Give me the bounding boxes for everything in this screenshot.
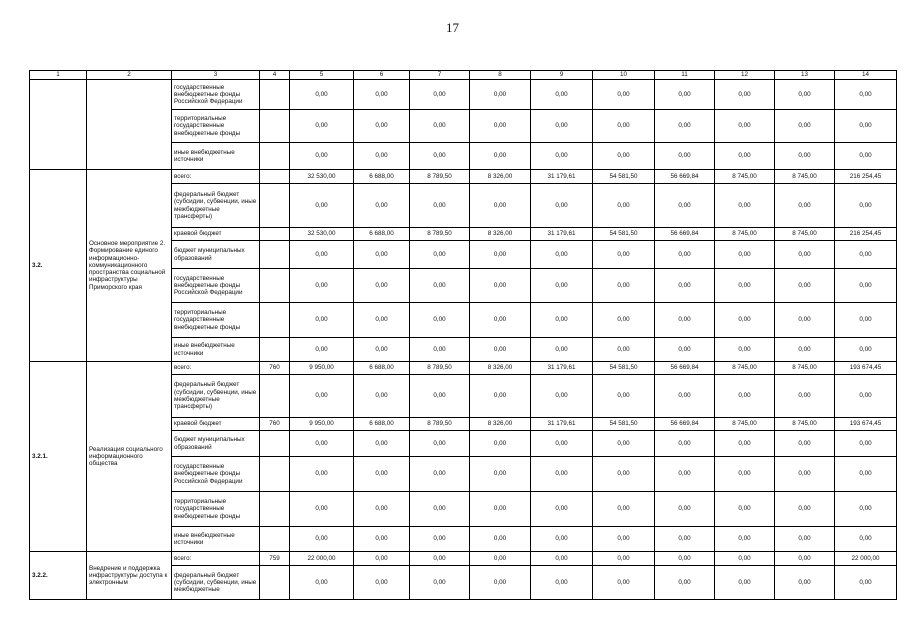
funding-source: всего: bbox=[172, 552, 260, 566]
amount-cell: 8 745,00 bbox=[775, 362, 835, 375]
amount-cell: 216 254,45 bbox=[835, 228, 897, 241]
column-4-cell bbox=[260, 184, 290, 228]
amount-cell: 0,00 bbox=[655, 338, 715, 362]
amount-cell: 6 688,00 bbox=[354, 418, 410, 431]
amount-cell: 9 950,00 bbox=[290, 362, 354, 375]
item-name: Реализация социального информационного общества bbox=[87, 362, 172, 552]
column-header-14: 14 bbox=[835, 71, 897, 80]
amount-cell: 0,00 bbox=[835, 269, 897, 303]
funding-source: федеральный бюджет (субсидии, субвенции, иные межбюджетные трансферты) bbox=[172, 184, 260, 228]
amount-cell: 0,00 bbox=[593, 552, 655, 566]
amount-cell: 0,00 bbox=[354, 338, 410, 362]
amount-cell: 0,00 bbox=[593, 241, 655, 269]
amount-cell: 0,00 bbox=[531, 457, 593, 492]
column-4-cell bbox=[260, 457, 290, 492]
amount-cell: 0,00 bbox=[354, 527, 410, 552]
column-4-cell bbox=[260, 269, 290, 303]
amount-cell: 0,00 bbox=[531, 566, 593, 600]
amount-cell: 0,00 bbox=[531, 492, 593, 527]
amount-cell: 0,00 bbox=[410, 338, 470, 362]
table-row bbox=[30, 80, 897, 110]
amount-cell: 0,00 bbox=[715, 338, 775, 362]
amount-cell: 0,00 bbox=[531, 269, 593, 303]
amount-cell: 0,00 bbox=[593, 338, 655, 362]
amount-cell: 0,00 bbox=[593, 303, 655, 338]
amount-cell: 0,00 bbox=[835, 80, 897, 110]
amount-cell: 54 581,50 bbox=[593, 362, 655, 375]
amount-cell: 0,00 bbox=[593, 431, 655, 457]
amount-cell: 0,00 bbox=[715, 375, 775, 418]
amount-cell: 0,00 bbox=[775, 241, 835, 269]
amount-cell: 0,00 bbox=[354, 431, 410, 457]
amount-cell: 0,00 bbox=[470, 527, 531, 552]
amount-cell: 0,00 bbox=[655, 184, 715, 228]
column-4-cell bbox=[260, 241, 290, 269]
amount-cell: 0,00 bbox=[655, 552, 715, 566]
amount-cell: 0,00 bbox=[715, 457, 775, 492]
amount-cell: 0,00 bbox=[531, 303, 593, 338]
amount-cell: 0,00 bbox=[290, 269, 354, 303]
amount-cell: 193 674,45 bbox=[835, 362, 897, 375]
amount-cell: 0,00 bbox=[835, 143, 897, 170]
column-4-cell: 760 bbox=[260, 418, 290, 431]
amount-cell: 0,00 bbox=[835, 184, 897, 228]
item-code bbox=[30, 80, 87, 170]
column-4-cell bbox=[260, 110, 290, 143]
column-header-4: 4 bbox=[260, 71, 290, 80]
amount-cell: 8 789,50 bbox=[410, 418, 470, 431]
amount-cell: 0,00 bbox=[655, 110, 715, 143]
amount-cell: 0,00 bbox=[835, 110, 897, 143]
column-header-12: 12 bbox=[715, 71, 775, 80]
amount-cell: 0,00 bbox=[290, 110, 354, 143]
amount-cell: 8 745,00 bbox=[775, 228, 835, 241]
amount-cell: 0,00 bbox=[531, 241, 593, 269]
amount-cell: 0,00 bbox=[835, 431, 897, 457]
column-header-13: 13 bbox=[775, 71, 835, 80]
amount-cell: 8 326,00 bbox=[470, 418, 531, 431]
amount-cell: 0,00 bbox=[470, 552, 531, 566]
column-header-6: 6 bbox=[354, 71, 410, 80]
amount-cell: 8 326,00 bbox=[470, 228, 531, 241]
column-header-7: 7 bbox=[410, 71, 470, 80]
funding-source: иные внебюджетные источники bbox=[172, 143, 260, 170]
amount-cell: 0,00 bbox=[470, 375, 531, 418]
amount-cell: 0,00 bbox=[775, 303, 835, 338]
amount-cell: 0,00 bbox=[835, 527, 897, 552]
amount-cell: 0,00 bbox=[775, 143, 835, 170]
amount-cell: 0,00 bbox=[655, 457, 715, 492]
amount-cell: 0,00 bbox=[354, 110, 410, 143]
amount-cell: 0,00 bbox=[715, 241, 775, 269]
amount-cell: 0,00 bbox=[531, 375, 593, 418]
amount-cell: 0,00 bbox=[470, 269, 531, 303]
column-4-cell bbox=[260, 303, 290, 338]
amount-cell: 0,00 bbox=[354, 566, 410, 600]
column-4-cell bbox=[260, 492, 290, 527]
amount-cell: 0,00 bbox=[410, 552, 470, 566]
amount-cell: 32 530,00 bbox=[290, 170, 354, 184]
amount-cell: 0,00 bbox=[835, 457, 897, 492]
amount-cell: 0,00 bbox=[410, 457, 470, 492]
funding-source: краевой бюджет bbox=[172, 228, 260, 241]
funding-source: всего: bbox=[172, 170, 260, 184]
amount-cell: 31 179,61 bbox=[531, 228, 593, 241]
budget-table bbox=[29, 70, 897, 600]
page-number: 17 bbox=[446, 20, 459, 35]
amount-cell: 0,00 bbox=[715, 269, 775, 303]
amount-cell: 32 530,00 bbox=[290, 228, 354, 241]
amount-cell: 0,00 bbox=[775, 269, 835, 303]
amount-cell: 0,00 bbox=[354, 269, 410, 303]
amount-cell: 0,00 bbox=[290, 527, 354, 552]
column-header-9: 9 bbox=[531, 71, 593, 80]
amount-cell: 0,00 bbox=[354, 184, 410, 228]
amount-cell: 0,00 bbox=[593, 269, 655, 303]
amount-cell: 56 669,84 bbox=[655, 170, 715, 184]
column-4-cell bbox=[260, 566, 290, 600]
amount-cell: 56 669,84 bbox=[655, 418, 715, 431]
amount-cell: 0,00 bbox=[470, 457, 531, 492]
amount-cell: 0,00 bbox=[593, 457, 655, 492]
column-header-3: 3 bbox=[172, 71, 260, 80]
column-header-2: 2 bbox=[87, 71, 172, 80]
amount-cell: 56 669,84 bbox=[655, 362, 715, 375]
amount-cell: 0,00 bbox=[775, 110, 835, 143]
amount-cell: 0,00 bbox=[715, 527, 775, 552]
amount-cell: 0,00 bbox=[835, 566, 897, 600]
amount-cell: 31 179,61 bbox=[531, 362, 593, 375]
amount-cell: 0,00 bbox=[410, 110, 470, 143]
item-code: 3.2. bbox=[30, 170, 87, 362]
amount-cell: 216 254,45 bbox=[835, 170, 897, 184]
amount-cell: 0,00 bbox=[290, 457, 354, 492]
amount-cell: 0,00 bbox=[715, 431, 775, 457]
funding-source: государственные внебюджетные фонды Российской Федерации bbox=[172, 457, 260, 492]
amount-cell: 8 745,00 bbox=[775, 170, 835, 184]
amount-cell: 0,00 bbox=[775, 552, 835, 566]
amount-cell: 0,00 bbox=[835, 338, 897, 362]
amount-cell: 0,00 bbox=[593, 375, 655, 418]
amount-cell: 0,00 bbox=[410, 303, 470, 338]
amount-cell: 0,00 bbox=[410, 527, 470, 552]
amount-cell: 0,00 bbox=[715, 110, 775, 143]
amount-cell: 0,00 bbox=[470, 566, 531, 600]
amount-cell: 0,00 bbox=[531, 527, 593, 552]
amount-cell: 0,00 bbox=[715, 80, 775, 110]
amount-cell: 0,00 bbox=[290, 303, 354, 338]
amount-cell: 0,00 bbox=[410, 492, 470, 527]
amount-cell: 0,00 bbox=[775, 527, 835, 552]
amount-cell: 193 674,45 bbox=[835, 418, 897, 431]
amount-cell: 8 745,00 bbox=[715, 228, 775, 241]
amount-cell: 0,00 bbox=[290, 80, 354, 110]
amount-cell: 0,00 bbox=[290, 375, 354, 418]
amount-cell: 8 745,00 bbox=[775, 418, 835, 431]
amount-cell: 0,00 bbox=[354, 492, 410, 527]
amount-cell: 0,00 bbox=[470, 303, 531, 338]
funding-source: иные внебюджетные источники bbox=[172, 527, 260, 552]
amount-cell: 0,00 bbox=[655, 269, 715, 303]
funding-source: бюджет муниципальных образований bbox=[172, 431, 260, 457]
column-4-cell bbox=[260, 170, 290, 184]
column-number-row bbox=[30, 71, 897, 80]
amount-cell: 0,00 bbox=[593, 80, 655, 110]
amount-cell: 0,00 bbox=[655, 431, 715, 457]
amount-cell: 6 688,00 bbox=[354, 228, 410, 241]
amount-cell: 0,00 bbox=[531, 338, 593, 362]
column-4-cell bbox=[260, 527, 290, 552]
amount-cell: 8 789,50 bbox=[410, 362, 470, 375]
amount-cell: 8 326,00 bbox=[470, 170, 531, 184]
amount-cell: 0,00 bbox=[531, 431, 593, 457]
amount-cell: 0,00 bbox=[655, 241, 715, 269]
amount-cell: 31 179,61 bbox=[531, 418, 593, 431]
amount-cell: 0,00 bbox=[290, 143, 354, 170]
amount-cell: 0,00 bbox=[655, 375, 715, 418]
column-header-10: 10 bbox=[593, 71, 655, 80]
amount-cell: 0,00 bbox=[354, 375, 410, 418]
amount-cell: 0,00 bbox=[410, 184, 470, 228]
amount-cell: 22 000,00 bbox=[290, 552, 354, 566]
amount-cell: 0,00 bbox=[835, 375, 897, 418]
column-4-cell bbox=[260, 431, 290, 457]
amount-cell: 0,00 bbox=[290, 431, 354, 457]
amount-cell: 0,00 bbox=[775, 566, 835, 600]
amount-cell: 0,00 bbox=[470, 338, 531, 362]
amount-cell: 0,00 bbox=[593, 492, 655, 527]
amount-cell: 0,00 bbox=[470, 431, 531, 457]
funding-source: всего: bbox=[172, 362, 260, 375]
table-row bbox=[30, 170, 897, 184]
amount-cell: 54 581,50 bbox=[593, 228, 655, 241]
table-row bbox=[30, 552, 897, 566]
column-header-11: 11 bbox=[655, 71, 715, 80]
amount-cell: 8 745,00 bbox=[715, 362, 775, 375]
amount-cell: 0,00 bbox=[715, 492, 775, 527]
funding-source: государственные внебюджетные фонды Российской Федерации bbox=[172, 269, 260, 303]
amount-cell: 0,00 bbox=[410, 566, 470, 600]
table-row bbox=[30, 362, 897, 375]
amount-cell: 0,00 bbox=[655, 303, 715, 338]
amount-cell: 0,00 bbox=[410, 269, 470, 303]
amount-cell: 8 745,00 bbox=[715, 170, 775, 184]
table-body bbox=[30, 80, 897, 600]
item-code: 3.2.2. bbox=[30, 552, 87, 600]
amount-cell: 0,00 bbox=[290, 241, 354, 269]
column-4-cell bbox=[260, 338, 290, 362]
column-4-cell: 760 bbox=[260, 362, 290, 375]
amount-cell: 0,00 bbox=[410, 80, 470, 110]
column-4-cell bbox=[260, 80, 290, 110]
amount-cell: 8 745,00 bbox=[715, 418, 775, 431]
funding-source: бюджет муниципальных образований bbox=[172, 241, 260, 269]
amount-cell: 0,00 bbox=[715, 184, 775, 228]
amount-cell: 0,00 bbox=[655, 492, 715, 527]
amount-cell: 0,00 bbox=[655, 143, 715, 170]
amount-cell: 0,00 bbox=[593, 143, 655, 170]
amount-cell: 0,00 bbox=[354, 552, 410, 566]
amount-cell: 0,00 bbox=[354, 143, 410, 170]
amount-cell: 0,00 bbox=[775, 375, 835, 418]
column-4-cell: 759 bbox=[260, 552, 290, 566]
amount-cell: 0,00 bbox=[775, 184, 835, 228]
amount-cell: 0,00 bbox=[835, 303, 897, 338]
funding-source: территориальные государственные внебюджетные фонды bbox=[172, 492, 260, 527]
column-4-cell bbox=[260, 228, 290, 241]
funding-source: территориальные государственные внебюджетные фонды bbox=[172, 110, 260, 143]
amount-cell: 0,00 bbox=[531, 184, 593, 228]
amount-cell: 0,00 bbox=[835, 492, 897, 527]
amount-cell: 0,00 bbox=[354, 303, 410, 338]
amount-cell: 0,00 bbox=[290, 184, 354, 228]
funding-source: государственные внебюджетные фонды Российской Федерации bbox=[172, 80, 260, 110]
amount-cell: 0,00 bbox=[470, 80, 531, 110]
funding-source: федеральный бюджет (субсидии, субвенции, иные межбюджетные bbox=[172, 566, 260, 600]
amount-cell: 22 000,00 bbox=[835, 552, 897, 566]
amount-cell: 0,00 bbox=[775, 431, 835, 457]
amount-cell: 6 688,00 bbox=[354, 170, 410, 184]
amount-cell: 0,00 bbox=[470, 492, 531, 527]
amount-cell: 0,00 bbox=[775, 80, 835, 110]
column-header-1: 1 bbox=[30, 71, 87, 80]
funding-source: иные внебюджетные источники bbox=[172, 338, 260, 362]
amount-cell: 0,00 bbox=[470, 184, 531, 228]
amount-cell: 0,00 bbox=[593, 184, 655, 228]
amount-cell: 0,00 bbox=[655, 80, 715, 110]
amount-cell: 8 326,00 bbox=[470, 362, 531, 375]
amount-cell: 0,00 bbox=[410, 143, 470, 170]
amount-cell: 0,00 bbox=[531, 143, 593, 170]
amount-cell: 0,00 bbox=[410, 431, 470, 457]
amount-cell: 0,00 bbox=[470, 143, 531, 170]
amount-cell: 0,00 bbox=[531, 552, 593, 566]
amount-cell: 0,00 bbox=[835, 241, 897, 269]
amount-cell: 0,00 bbox=[593, 566, 655, 600]
amount-cell: 54 581,50 bbox=[593, 418, 655, 431]
item-name: Основное мероприятие 2. Формирование единого информационно-коммуникационного пространства социальной инфраструктуры Приморского края bbox=[87, 170, 172, 362]
amount-cell: 54 581,50 bbox=[593, 170, 655, 184]
funding-source: федеральный бюджет (субсидии, субвенции, иные межбюджетные трансферты) bbox=[172, 375, 260, 418]
amount-cell: 0,00 bbox=[531, 110, 593, 143]
amount-cell: 9 950,00 bbox=[290, 418, 354, 431]
amount-cell: 0,00 bbox=[354, 80, 410, 110]
amount-cell: 56 669,84 bbox=[655, 228, 715, 241]
amount-cell: 0,00 bbox=[470, 241, 531, 269]
amount-cell: 0,00 bbox=[715, 303, 775, 338]
item-code: 3.2.1. bbox=[30, 362, 87, 552]
amount-cell: 0,00 bbox=[715, 552, 775, 566]
column-4-cell bbox=[260, 143, 290, 170]
amount-cell: 8 789,50 bbox=[410, 170, 470, 184]
amount-cell: 0,00 bbox=[354, 457, 410, 492]
amount-cell: 0,00 bbox=[715, 566, 775, 600]
item-name: Внедрение и поддержка инфраструктуры доступа к электронным bbox=[87, 552, 172, 600]
amount-cell: 0,00 bbox=[775, 492, 835, 527]
column-header-5: 5 bbox=[290, 71, 354, 80]
amount-cell: 0,00 bbox=[531, 80, 593, 110]
item-name bbox=[87, 80, 172, 170]
amount-cell: 0,00 bbox=[775, 338, 835, 362]
amount-cell: 0,00 bbox=[593, 110, 655, 143]
amount-cell: 8 789,50 bbox=[410, 228, 470, 241]
amount-cell: 6 688,00 bbox=[354, 362, 410, 375]
amount-cell: 0,00 bbox=[593, 527, 655, 552]
amount-cell: 0,00 bbox=[354, 241, 410, 269]
amount-cell: 31 179,61 bbox=[531, 170, 593, 184]
amount-cell: 0,00 bbox=[655, 566, 715, 600]
column-header-8: 8 bbox=[470, 71, 531, 80]
column-4-cell bbox=[260, 375, 290, 418]
amount-cell: 0,00 bbox=[655, 527, 715, 552]
amount-cell: 0,00 bbox=[410, 375, 470, 418]
funding-source: территориальные государственные внебюджетные фонды bbox=[172, 303, 260, 338]
funding-source: краевой бюджет bbox=[172, 418, 260, 431]
amount-cell: 0,00 bbox=[410, 241, 470, 269]
amount-cell: 0,00 bbox=[715, 143, 775, 170]
amount-cell: 0,00 bbox=[290, 492, 354, 527]
amount-cell: 0,00 bbox=[290, 566, 354, 600]
amount-cell: 0,00 bbox=[290, 338, 354, 362]
amount-cell: 0,00 bbox=[470, 110, 531, 143]
amount-cell: 0,00 bbox=[775, 457, 835, 492]
